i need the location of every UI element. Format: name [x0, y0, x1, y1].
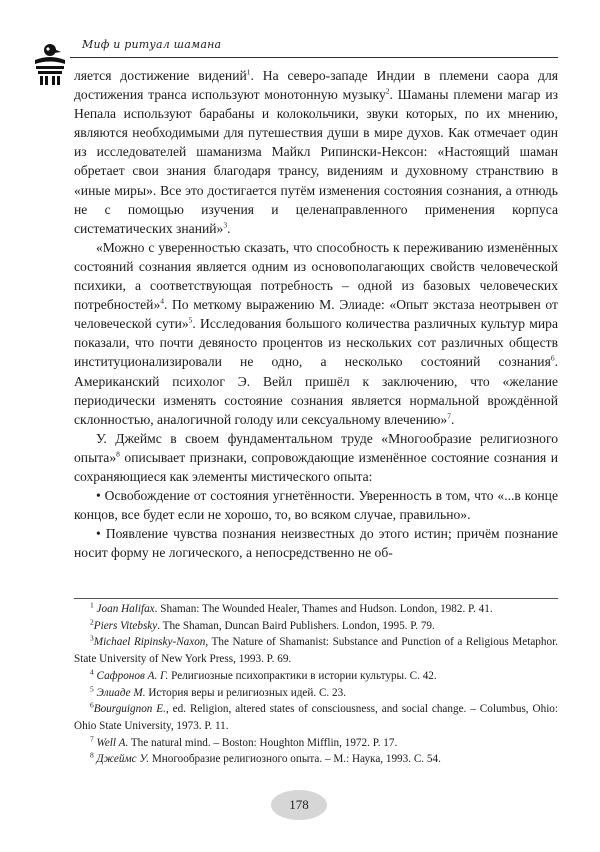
footnote-text: , The Nature of Shamanist: Substance and Punction of a Religious Metaphor. State University of New York Press, 1993. P. 69.	[74, 636, 558, 666]
footnote-ref: 6	[550, 353, 555, 363]
footnote-number: 7	[90, 733, 94, 743]
footnote-text: The natural mind. – Boston: Houghton Mifflin, 1972. P. 17.	[128, 736, 398, 749]
footnote-ref: 7	[447, 411, 451, 421]
page-header	[0, 0, 600, 70]
footnote-text: Религиозные психопрактики в истории культуры. С. 42.	[168, 669, 437, 682]
paragraph	[74, 429, 558, 486]
text-run: ляется достижение видений	[74, 68, 247, 83]
footnote-number: 3	[90, 633, 94, 643]
bird-emblem-icon	[30, 40, 70, 88]
text-run: У. Джеймс в своем фундаментальном труде «Многообразие религиозного опыта»	[74, 430, 558, 465]
footnote-number: 4	[90, 667, 94, 677]
text-run: . Американский психолог Э. Вейл пришёл к заключению, что «желание периодически изменять состояние сознания является нормальной врождённой склонностью, аналогичной голоду или сексуальному влечению»	[74, 354, 558, 427]
header-divider	[70, 57, 558, 58]
text-run: . На северо-западе Индии в племени саора для достижения транса используют монотонную музыку	[74, 68, 558, 103]
footnote	[74, 601, 558, 618]
bullet-paragraph: • Освобождение от состояния угнетённости. Уверенность в том, что «...в конце концов, все будет если не хорошо, то, во всяком случае, правильно».	[74, 488, 558, 523]
bullet-paragraph: • Появление чувства познания неизвестных до этого истин; причём познание носит форму не логического, а непосредственно не об-	[74, 526, 558, 561]
footnote-author: Сафронов А. Г.	[96, 669, 169, 682]
footnote-text: . Shaman: The Wounded Healer, Thames and Hudson. London, 1982. P. 41.	[154, 603, 493, 615]
footnote-number: 2	[90, 616, 94, 626]
footnote-text: История веры и религиозных идей. С. 23.	[145, 686, 346, 699]
footnote-ref: 5	[188, 315, 193, 325]
footnote-ref: 2	[385, 86, 390, 96]
footnote-author: Michael Ripinsky-Naxon	[93, 636, 206, 649]
footnote	[74, 634, 558, 667]
footnote-text: Многообразие религиозного опыта. – М.: Наука, 1993. С. 54.	[149, 753, 441, 766]
footnote-ref: 1	[246, 67, 251, 77]
page-number: 178	[271, 790, 327, 820]
footnote-number: 5	[90, 683, 94, 693]
footnote-author: Well A.	[96, 736, 129, 749]
footnote-author: Joan Halifax	[96, 603, 155, 615]
footnote-ref: 3	[223, 220, 228, 230]
paragraph	[74, 238, 558, 429]
text-run: .	[450, 411, 455, 427]
text-run: «Можно с уверенностью сказать, что способность к переживанию изменённых состояний сознания является одним из основополагающих свойств человеческой психики, а соответствующая потребность – одной из базовых человеческих потребностей»	[74, 239, 558, 313]
footnote	[74, 701, 558, 734]
footnote	[74, 751, 558, 768]
footnote-author: Элиаде М.	[96, 686, 146, 699]
footnote-author: Piers Vitebsky	[93, 619, 158, 632]
text-run: . Шаманы племени магар из Непала используют барабаны и колокольчики, звуки которых, по их мнению, являются необходимыми для путешествия души в мире духов. Как отмечает один из исследователей шаманизма Майкл Рипински-Нексон: «Настоящий шаман обретает свои знания благодаря трансу, видениям и духовному странствию в «иные миры». Все это достигается путём изменения состояния сознания, а отнюдь не с помощью изучения и целенаправленного применения корпуса систематических знаний»	[74, 87, 558, 236]
running-header-title: Миф и ритуал шамана	[82, 38, 222, 51]
footnote-text: . The Shaman, Duncan Baird Publishers. London, 1995. P. 79.	[157, 619, 435, 632]
footnote-text: , ed. Religion, altered states of consciousness, and social change. – Columbus, Ohio: Ohio State University, 1973. P. 11.	[74, 703, 559, 732]
text-run: . Исследования большого количества различных культур мира показали, что почти девяносто процентов из нескольких сот различных обществ институционализировали не одно, а несколько состояний сознания	[74, 316, 558, 370]
footnote-number: 8	[90, 750, 94, 760]
footnote	[74, 735, 558, 752]
footnote-author: Bourguignon E.	[93, 703, 166, 716]
footnote-number: 6	[90, 700, 94, 710]
footnote	[74, 685, 558, 702]
footnote-author: Джеймс У.	[96, 753, 150, 766]
footnote-ref: 8	[116, 449, 120, 459]
text-run: . По меткому выражению М. Элиаде: «Опыт экстаза неотрывен от человеческой сути»	[74, 297, 558, 332]
footnote-number: 1	[90, 600, 94, 610]
footnotes	[74, 598, 558, 768]
text-run: .	[227, 220, 231, 236]
footnote-ref: 4	[160, 296, 164, 306]
footnote	[74, 618, 558, 635]
footnote	[74, 668, 558, 685]
body-text	[74, 66, 558, 562]
paragraph	[74, 66, 558, 238]
text-run: описывает признаки, сопровождающие изменённое состояние сознания и сохраняющиеся как элементы мистического опыта:	[74, 449, 558, 484]
